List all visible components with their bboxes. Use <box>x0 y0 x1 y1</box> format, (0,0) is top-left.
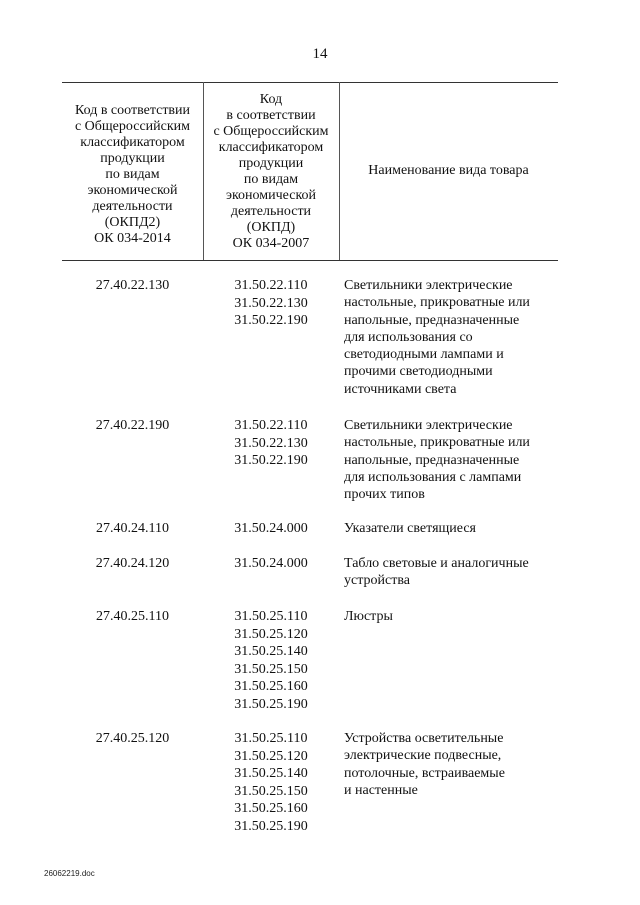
header-line: ОК 034-2014 <box>94 231 171 246</box>
table-top-rule <box>62 82 558 83</box>
product-name-line: Светильники электрические <box>344 278 513 293</box>
product-name-line: Табло световые и аналогичные <box>344 556 529 571</box>
header-line: (ОКПД2) <box>104 215 161 230</box>
okpd-code: 31.50.25.190 <box>234 696 308 712</box>
product-name <box>344 520 558 537</box>
header-product-name <box>339 84 558 258</box>
okpd-code: 31.50.22.130 <box>234 435 308 451</box>
header-okpd2 <box>62 92 203 258</box>
product-name <box>344 417 558 503</box>
header-line: продукции <box>100 151 165 166</box>
product-name-line: для использования со <box>344 329 473 345</box>
okpd-codes <box>203 520 339 538</box>
header-line: продукции <box>238 156 304 171</box>
product-name-line: напольные, предназначенные <box>344 312 520 328</box>
okpd-code: 31.50.25.160 <box>234 801 308 816</box>
okpd-codes <box>203 417 339 470</box>
header-line: ОК 034-2007 <box>232 236 310 251</box>
header-line: по видам <box>243 172 299 187</box>
header-okpd2-lines <box>75 103 190 247</box>
okpd-code: 31.50.25.110 <box>234 609 308 624</box>
header-line: с Общероссийским <box>213 124 329 139</box>
okpd-code: 31.50.22.190 <box>234 313 308 328</box>
product-name-line: настольные, прикроватные или <box>344 435 530 451</box>
product-name-line: устройства <box>344 573 410 589</box>
product-name-line: Указатели светящиеся <box>344 521 476 536</box>
okpd2-code: 27.40.22.130 <box>95 278 170 293</box>
okpd-code: 31.50.22.110 <box>234 418 308 433</box>
document-filename: 26062219.doc <box>44 869 95 878</box>
header-line: Код <box>259 92 283 107</box>
table-row <box>0 417 640 520</box>
header-okpd-lines <box>213 92 328 252</box>
okpd2-code: 27.40.24.110 <box>96 521 169 536</box>
header-line: классификатором <box>218 140 324 155</box>
okpd-codes <box>203 277 339 330</box>
okpd-code: 31.50.25.150 <box>234 661 308 677</box>
header-line: по видам <box>105 167 160 182</box>
product-name <box>344 277 558 398</box>
product-name-line: и настенные <box>344 782 418 798</box>
okpd2-code: 27.40.24.120 <box>95 556 170 571</box>
product-name-line: потолочные, встраиваемые <box>344 765 505 781</box>
table-row <box>0 520 640 555</box>
okpd-codes <box>203 555 339 573</box>
header-line: классификатором <box>80 135 185 150</box>
page-number: 14 <box>312 46 328 62</box>
okpd-code: 31.50.22.190 <box>234 453 308 468</box>
okpd-code: 31.50.25.160 <box>234 679 308 694</box>
header-line: Код в соответствии <box>74 103 191 118</box>
header-line: деятельности <box>92 199 173 214</box>
header-line: Наименование вида товара <box>368 163 529 178</box>
header-line: экономической <box>87 183 178 198</box>
okpd-code: 31.50.25.110 <box>234 731 308 746</box>
okpd2-code: 27.40.22.190 <box>95 418 170 433</box>
okpd-codes <box>203 730 339 835</box>
header-line: экономической <box>225 188 317 203</box>
product-name <box>344 608 558 625</box>
header-line: в соответствии <box>226 108 316 123</box>
okpd-code: 31.50.25.150 <box>234 783 308 799</box>
okpd-code: 31.50.24.000 <box>234 521 308 536</box>
product-name-line: прочих типов <box>344 487 425 503</box>
product-name <box>344 730 558 799</box>
table-header-bottom-rule <box>62 260 558 261</box>
table-row <box>0 277 640 417</box>
table-row <box>0 730 640 840</box>
okpd-code: 31.50.25.140 <box>234 766 308 781</box>
product-name <box>344 555 558 590</box>
okpd-code: 31.50.25.140 <box>234 644 308 659</box>
table-row <box>0 608 640 730</box>
table-row <box>0 555 640 608</box>
header-line: (ОКПД) <box>246 220 296 235</box>
okpd-code: 31.50.24.000 <box>234 556 308 571</box>
okpd-code: 31.50.25.120 <box>234 626 308 642</box>
okpd-code: 31.50.22.110 <box>234 278 308 293</box>
product-name-line: светодиодными лампами и <box>344 347 504 363</box>
product-name-line: Люстры <box>344 609 393 624</box>
product-name-line: электрические подвесные, <box>344 748 502 764</box>
okpd-code: 31.50.25.120 <box>234 748 308 764</box>
product-name-line: для использования с лампами <box>344 469 522 485</box>
product-name-line: напольные, предназначенные <box>344 452 520 468</box>
header-line: с Общероссийским <box>74 119 191 134</box>
okpd-codes <box>203 608 339 713</box>
product-name-line: прочими светодиодными <box>344 364 493 380</box>
okpd-code: 31.50.22.130 <box>234 295 308 311</box>
okpd2-code: 27.40.25.110 <box>96 609 169 624</box>
product-name-line: Устройства осветительные <box>344 731 504 746</box>
okpd2-code: 27.40.25.120 <box>95 731 170 746</box>
header-line: деятельности <box>230 204 312 219</box>
product-name-line: Светильники электрические <box>344 418 513 433</box>
product-name-line: настольные, прикроватные или <box>344 295 530 311</box>
table-body <box>0 277 640 840</box>
header-okpd <box>203 84 339 260</box>
okpd-code: 31.50.25.190 <box>234 818 308 834</box>
product-name-line: источниками света <box>344 381 457 397</box>
